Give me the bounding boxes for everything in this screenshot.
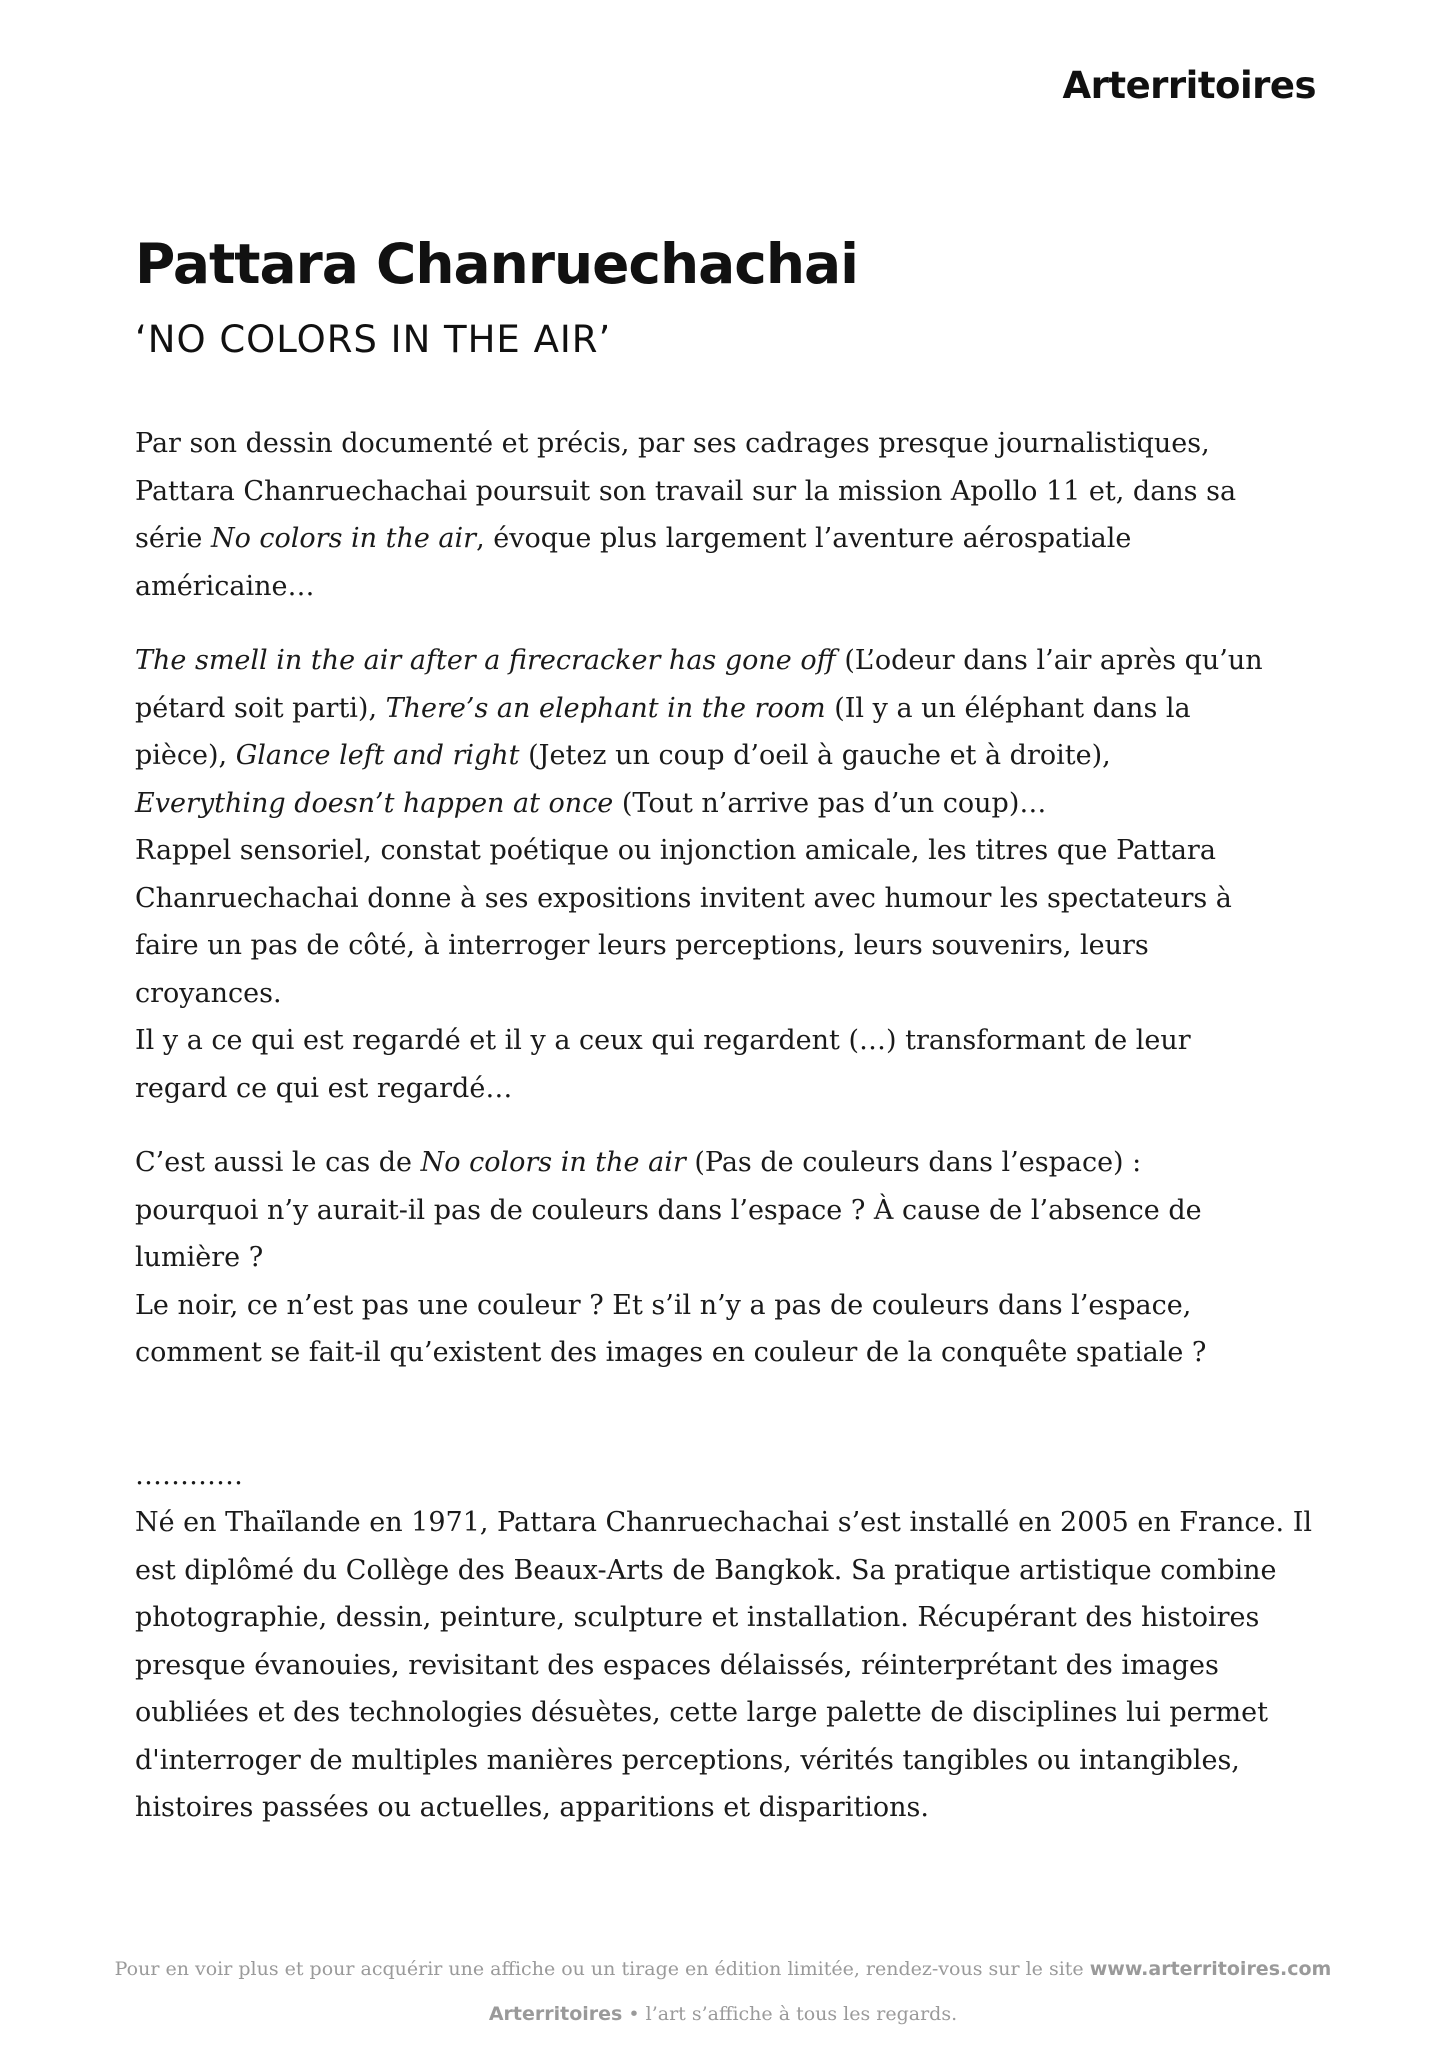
footer-line-1 — [0, 1958, 1446, 1980]
exhibition-title: The smell in the air after a firecracker has gone off — [135, 645, 836, 676]
paragraph-titles-line3: Il y a ce qui est regardé et il y a ceux qui regardent (…) transformant de leur regard ce qui est regardé… — [135, 1025, 1191, 1104]
brand-logo: Arterritoires — [1062, 64, 1316, 107]
text: , évoque plus largement l’aventure aérospatiale américaine… — [135, 523, 1132, 602]
exhibition-title: Glance left and right — [235, 740, 520, 771]
text: (L’odeur dans l’air après qu’un pétard soit parti), — [135, 645, 1263, 724]
text: (Il y a un éléphant dans la pièce), — [135, 692, 1191, 771]
text: (Pas de couleurs dans l’espace) : pourquoi n’y aurait-il pas de couleurs dans l’espace ? À cause de l’absence de lumière ? — [135, 1147, 1202, 1273]
footer-text: Pour en voir plus et pour acquérir une affiche ou un tirage en édition limitée, rendez-vous sur le site — [114, 1958, 1090, 1980]
paragraph-question — [135, 1139, 1265, 1282]
footer-brand: Arterritoires — [488, 2003, 623, 2025]
exhibition-title: Everything doesn’t happen at once — [135, 787, 614, 819]
paragraph-question-line2: Le noir, ce n’est pas une couleur ? Et s’il n’y a pas de couleurs dans l’espace, comment se fait-il qu’existent des images en couleur de la conquête spatiale ? — [135, 1289, 1207, 1368]
separator-dots: ………… — [135, 1459, 243, 1491]
text: (Tout n’arrive pas d’un coup)… — [613, 787, 1047, 819]
text: Par son dessin documenté et précis, par ses cadrages presque journalistiques, Pattara Chanruechachai poursuit son travail sur la mission Apollo 11 et, dans sa série — [135, 428, 1237, 554]
series-title: No colors in the air — [210, 523, 477, 554]
exhibition-title: There’s an elephant in the room — [385, 692, 826, 724]
paragraph-titles — [135, 637, 1265, 827]
series-title: No colors in the air — [420, 1147, 686, 1178]
paragraph-intro — [135, 420, 1285, 610]
article-body — [135, 420, 1330, 1832]
paragraph-titles-line2: Rappel sensoriel, constat poétique ou injonction amicale, les titres que Pattara Chanruechachai donne à ses expositions invitent avec humour les spectateurs à faire un pas de côté, à interroger leurs perceptions, leurs souvenirs, leurs croyances. — [135, 835, 1232, 1009]
text: C’est aussi le cas de — [135, 1147, 421, 1178]
website-link[interactable]: www.arterritoires.com — [1089, 1958, 1332, 1980]
paragraph-bio: Né en Thaïlande en 1971, Pattara Chanruechachai s’est installé en 2005 en France. Il est diplômé du Collège des Beaux-Arts de Bangkok. Sa pratique artistique combine photographie, dessin, peinture, sculpture et installation. Récupérant des histoires presque évanouies, revisitant des espaces délaissés, réinterprétant des images oubliées et des technologies désuètes, cette large palette de disciplines lui permet d'interroger de multiples manières perceptions, vérités tangibles ou intangibles, histoires passées ou actuelles, apparitions et disparitions. — [135, 1507, 1312, 1823]
page-subtitle: ‘NO COLORS IN THE AIR’ — [135, 318, 612, 361]
footer-line-2 — [0, 2003, 1446, 2025]
text: (Jetez un coup d’oeil à gauche et à droite), — [519, 740, 1111, 771]
page-title: Pattara Chanruechachai — [135, 232, 858, 296]
footer-tagline: • l’art s’affiche à tous les regards. — [622, 2003, 958, 2025]
